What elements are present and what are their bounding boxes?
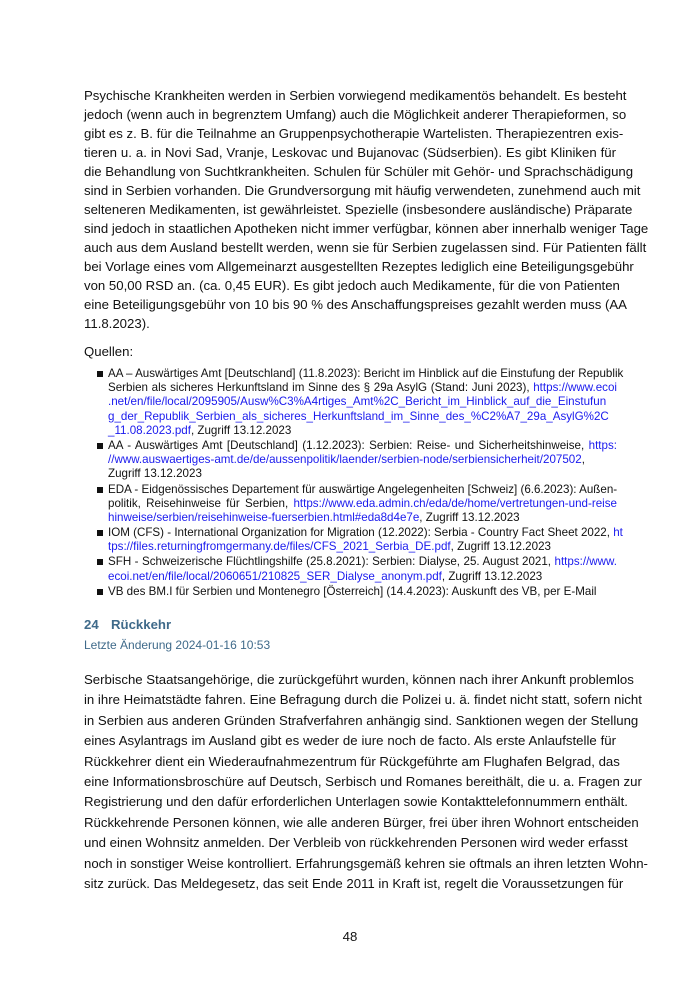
text-line: noch in sonstiger Weise kontrolliert. Erfahrungsgemäß kehren sie oftmals an ihren letzten Wohn- — [84, 855, 648, 871]
paragraph-return — [84, 670, 648, 894]
text-line: gibt es z. B. für die Teilnahme an Gruppenpsychotherapie Wartelisten. Therapiezentren exis- — [84, 126, 624, 141]
text-line: eine Informationsbroschüre auf Deutsch, Serbisch und Romanes bereithält, die u. a. Fragen zur — [84, 773, 642, 789]
source-item — [97, 555, 617, 583]
source-text: , Zugriff 13.12.2023 — [441, 569, 543, 583]
text-line: in ihre Heimatstädte fahren. Eine Befragung durch die Polizei u. ä. findet nicht statt, sofern nicht — [84, 692, 642, 708]
source-text: AA - Auswärtiges Amt [Deutschland] (1.12.2023): Serbien: Reise- und Sicherheitshinweise, — [108, 438, 589, 452]
source-link[interactable]: g_der_Republik_Serbien_als_sicheres_Herkunftsland_im_Sinne_des_%C2%A7_29a_AsylG%2C — [108, 409, 609, 423]
text-line: sind jedoch in staatlichen Apotheken nicht immer verfügbar, können aber innerhalb weniger Tage — [84, 221, 649, 236]
page-number: 48 — [342, 929, 358, 944]
text-line: und einen Wohnsitz anmelden. Der Verbleib von rückkehrenden Personen wird weder erfasst — [84, 835, 628, 851]
source-link[interactable]: https: — [588, 438, 617, 452]
source-line — [108, 395, 617, 409]
last-changed: Letzte Änderung 2024-01-16 10:53 — [84, 638, 271, 652]
bullet-icon — [97, 559, 103, 565]
text-line: von 50,00 RSD an. (ca. 0,45 EUR). Es gibt jedoch auch Medikamente, für die von Patienten — [84, 278, 620, 293]
source-line — [108, 467, 617, 481]
source-line — [108, 439, 617, 453]
source-line — [108, 555, 617, 569]
text-line: tieren u. a. in Novi Sad, Vranje, Leskovac und Bujanovac (Südserbien). Es gibt Kliniken für — [84, 145, 616, 160]
bullet-icon — [97, 530, 103, 536]
source-line — [108, 367, 624, 381]
text-line: Serbische Staatsangehörige, die zurückgeführt wurden, können nach ihrer Ankunft problemlos — [84, 672, 634, 687]
section-title: Rückkehr — [111, 617, 172, 632]
source-text: , Zugriff 13.12.2023 — [190, 423, 292, 437]
source-link[interactable]: _11.08.2023.pdf — [108, 423, 191, 437]
text-line: eine Beteiligungsgebühr von 10 bis 90 % des Anschaffungspreises gezahlt werden muss (AA — [84, 297, 627, 312]
text-line: eines Asylantrags im Ausland gibt es weder de iure noch de facto. Als erste Anlaufstelle für — [84, 733, 616, 749]
text-line: Rückkehrer dient ein Wiederaufnahmezentrum für Rückgeführte am Flughafen Belgrad, das — [84, 753, 620, 769]
text-line: sind in Serbien vorhanden. Die Grundversorgung mit häufig verwendeten, zunehmend auch mit — [84, 183, 641, 198]
source-link[interactable]: https://www. — [554, 555, 617, 569]
source-line — [108, 453, 617, 467]
source-line — [108, 483, 617, 497]
source-item — [97, 439, 617, 482]
source-line — [108, 526, 623, 540]
text-line: Psychische Krankheiten werden in Serbien vorwiegend medikamentös behandelt. Es besteht — [84, 88, 627, 103]
source-line — [108, 511, 617, 525]
source-line — [108, 497, 617, 511]
source-text: IOM (CFS) - International Organization for Migration (12.2022): Serbia - Country Fact Sheet 2022, — [108, 526, 614, 540]
source-line — [108, 585, 617, 599]
source-link[interactable]: https://www.ecoi — [533, 381, 617, 395]
source-text: , — [581, 453, 585, 467]
source-text: Zugriff 13.12.2023 — [108, 467, 202, 481]
source-link[interactable]: .net/en/file/local/2095905/Ausw%C3%A4rtiges_Amt%2C_Bericht_im_Hinblick_auf_die_Einstufun — [108, 395, 607, 409]
text-line: Registrierung und den dafür erforderlichen Unterlagen sowie Kontakttelefonnummern enthält. — [84, 794, 628, 810]
source-text: EDA - Eidgenössisches Departement für auswärtige Angelegenheiten [Schweiz] (6.6.2023): Außen- — [108, 482, 618, 496]
source-item — [97, 526, 623, 554]
text-line: in Serbien aus anderen Gründen Strafverfahren anhängig sind. Sanktionen wegen der Stellung — [84, 712, 639, 728]
text-line: bei Vorlage eines vom Allgemeinarzt ausgestellten Rezeptes lediglich eine Beteiligungsgebühr — [84, 259, 634, 274]
source-line — [108, 540, 617, 554]
text-line: Rückkehrende Personen können, wie alle anderen Bürger, frei über ihren Wohnort entscheiden — [84, 814, 639, 830]
sources-label: Quellen: — [84, 344, 134, 359]
source-text: AA – Auswärtiges Amt [Deutschland] (11.8.2023): Bericht im Hinblick auf die Einstufung der Republik — [108, 367, 624, 380]
source-line — [108, 424, 617, 438]
source-link[interactable]: ecoi.net/en/file/local/2060651/210825_SER_Dialyse_anonym.pdf — [108, 569, 442, 583]
source-text: Serbien als sicheres Herkunftsland im Sinne des § 29a AsylG (Stand: Juni 2023), — [108, 381, 534, 395]
text-line: jedoch (wenn auch in begrenztem Umfang) auch die Möglichkeit anderer Therapieformen, so — [84, 107, 627, 122]
source-item — [97, 585, 617, 599]
section-number: 24 — [84, 617, 99, 632]
text-line: die Behandlung von Suchtkrankheiten. Schulen für Schüler mit Gehör- und Sprachschädigung — [84, 164, 634, 179]
source-text: SFH - Schweizerische Flüchtlingshilfe (25.8.2021): Serbien: Dialyse, 25. August 2021, — [108, 555, 555, 569]
source-item — [97, 483, 617, 526]
source-link[interactable]: tps://files.returningfromgermany.de/files/CFS_2021_Serbia_DE.pdf — [108, 540, 451, 554]
section-heading — [84, 616, 171, 633]
source-link[interactable]: //www.auswaertiges-amt.de/de/aussenpolitik/laender/serbien-node/serbiensicherheit/207502 — [108, 453, 582, 467]
source-text: , Zugriff 13.12.2023 — [419, 510, 520, 524]
bullet-icon — [97, 443, 103, 449]
text-line: auch aus dem Ausland bestellt werden, wenn sie für Serbien zugelassen sind. Für Patienten fällt — [84, 240, 647, 255]
source-text: politik, Reisehinweise für Serbien, — [108, 496, 294, 510]
source-line — [108, 410, 617, 424]
source-item — [97, 367, 624, 438]
bullet-icon — [97, 371, 103, 377]
source-text: VB des BM.I für Serbien und Montenegro [Österreich] (14.4.2023): Auskunft des VB, per E-Mail — [108, 584, 597, 598]
source-link[interactable]: https://www.eda.admin.ch/eda/de/home/vertretungen-und-reise — [293, 496, 617, 510]
source-line — [108, 570, 617, 584]
sources-list — [97, 367, 624, 599]
source-link[interactable]: ht — [613, 526, 623, 540]
source-text: , Zugriff 13.12.2023 — [450, 540, 551, 554]
text-line: selteneren Medikamenten, ist gewährleistet. Spezielle (insbesondere ausländische) Präparate — [84, 202, 633, 217]
bullet-icon — [97, 487, 103, 493]
text-line: 11.8.2023). — [84, 316, 150, 331]
source-line — [108, 381, 617, 395]
bullet-icon — [97, 589, 103, 595]
paragraph-medical-care — [84, 86, 649, 333]
text-line: sitz zurück. Das Meldegesetz, das seit Ende 2011 in Kraft ist, regelt die Voraussetzungen für — [84, 875, 624, 891]
source-link[interactable]: hinweise/serbien/reisehinweise-fuerserbien.html#eda8d4e7e — [108, 510, 420, 524]
